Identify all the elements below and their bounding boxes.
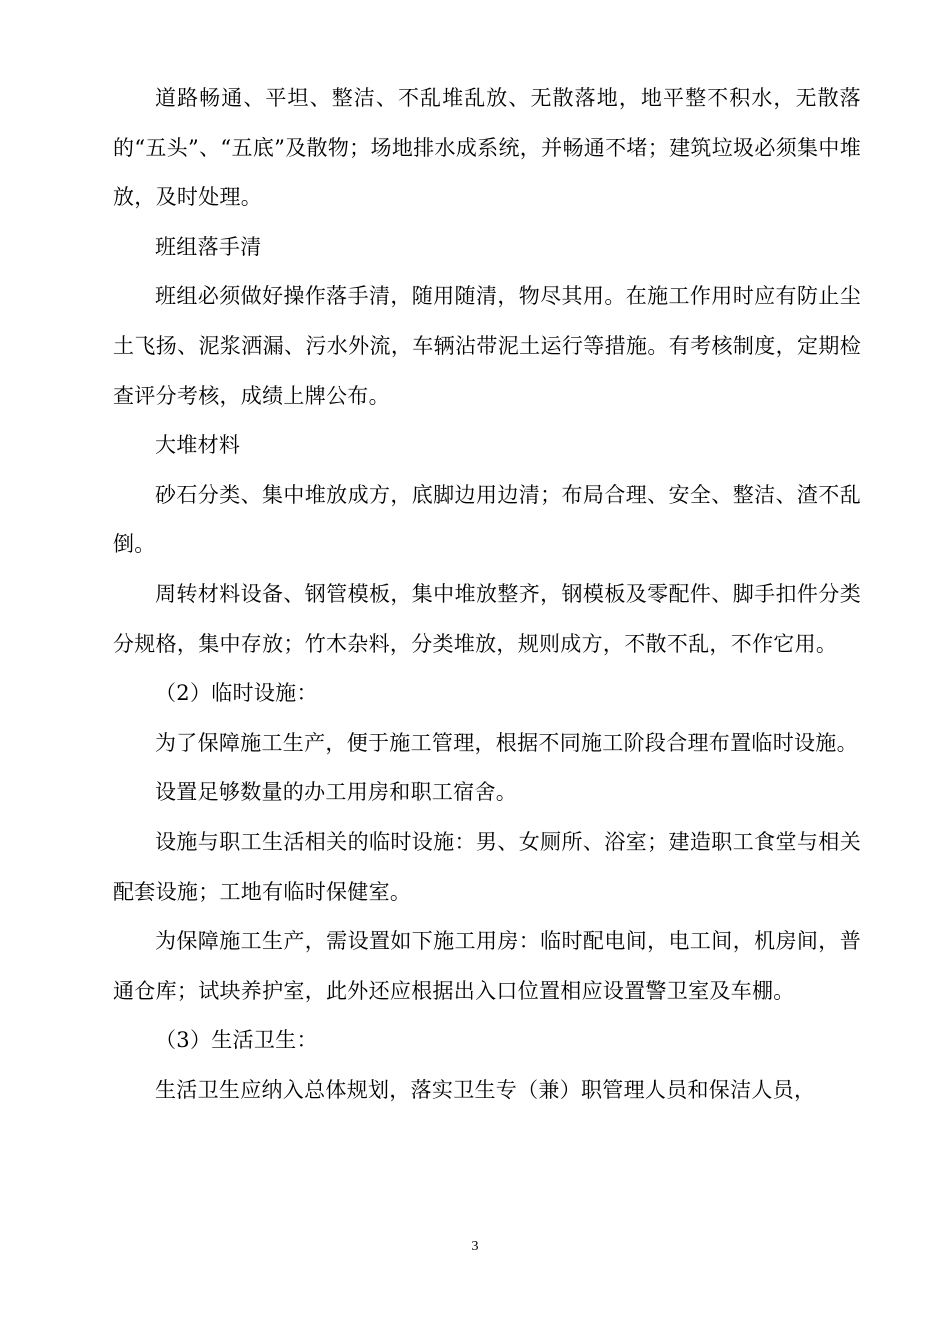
paragraph-site-cleanliness: 道路畅通、平坦、整洁、不乱堆乱放、无散落地，地平整不积水，无散落的“五头”、“五底”及散物；场地排水成系统，并畅通不堵；建筑垃圾必须集中堆放，及时处理。: [113, 86, 861, 210]
page-number: 3: [471, 1239, 479, 1254]
paragraph-sand-gravel: 砂石分类、集中堆放成方，底脚边用边清；布局合理、安全、整洁、渣不乱倒。: [113, 482, 861, 557]
paragraph-turnover-materials: 周转材料设备、钢管模板，集中堆放整齐，钢模板及零配件、脚手扣件分类分规格，集中存放；竹木杂料，分类堆放，规则成方，不散不乱，不作它用。: [113, 581, 861, 656]
paragraph-hygiene-planning: 生活卫生应纳入总体规划，落实卫生专（兼）职管理人员和保洁人员，: [155, 1077, 816, 1102]
paragraph-offices-dormitories: 设置足够数量的办工用房和职工宿舍。: [155, 780, 518, 805]
section-heading-living-hygiene: （3）生活卫生：: [155, 1028, 318, 1053]
paragraph-staff-living-facilities: 设施与职工生活相关的临时设施：男、女厕所、浴室；建造职工食堂与相关配套设施；工地有临时保健室。: [113, 829, 861, 904]
subheading-bulk-materials: 大堆材料: [155, 433, 241, 458]
paragraph-team-cleanup: 班组必须做好操作落手清，随用随清，物尽其用。在施工作用时应有防止尘土飞扬、泥浆洒漏、污水外流，车辆沾带泥土运行等措施。有考核制度，定期检查评分考核，成绩上牌公布。: [113, 284, 861, 408]
paragraph-construction-rooms: 为保障施工生产，需设置如下施工用房：临时配电间，电工间，机房间，普通仓库；试块养护室，此外还应根据出入口位置相应设置警卫室及车棚。: [113, 929, 861, 1003]
subheading-team-cleanup: 班组落手清: [155, 234, 262, 259]
section-heading-temporary-facilities: （2）临时设施：: [155, 681, 318, 706]
document-body: [113, 74, 861, 1115]
paragraph-facilities-purpose: 为了保障施工生产，便于施工管理，根据不同施工阶段合理布置临时设施。: [155, 730, 858, 755]
